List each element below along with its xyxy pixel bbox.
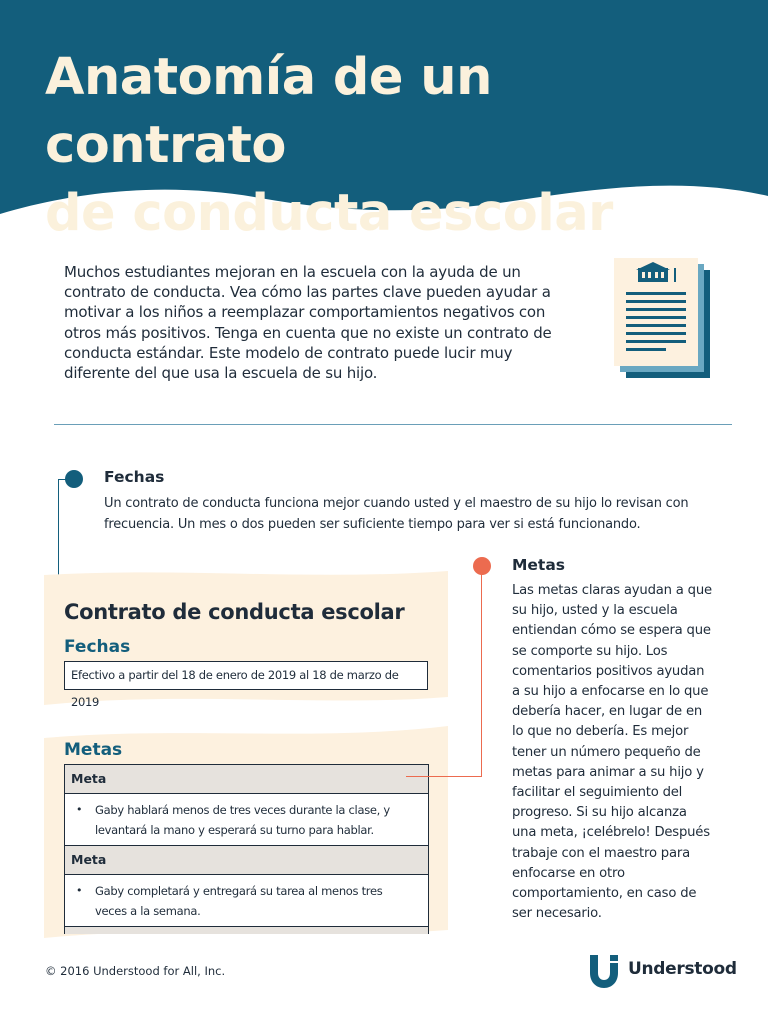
goal-row: [65, 875, 428, 927]
contract-date-box: Efectivo a partir del 18 de enero de 2019 al 18 de marzo de 2019: [64, 661, 428, 690]
metas-callout-text: Las metas claras ayudan a que su hijo, usted y la escuela entiendan cómo se espera que se comporte su hijo. Los comentarios positivos ayudan a su hijo a enfocarse en lo que debería hacer, en lugar de en lo que no debería. Es mejor tener un número pequeño de metas para animar a su hijo y facilitar el seguimiento del progreso. Si su hijo alcanza una meta, ¡celébrelo! Después trabaje con el maestro para enfocarse en otro comportamiento, en caso de ser necesario.: [512, 583, 712, 922]
contract-metas-label: Metas: [64, 740, 123, 760]
fechas-callout-text: Un contrato de conducta funciona mejor cuando usted y el maestro de su hijo lo revisan con frecuencia. Un mes o dos pueden ser suficiente tiempo para ver si está funcionando.: [104, 496, 689, 532]
goal-text: Gaby hablará menos de tres veces durante la clase, y levantará la mano y esperará su turno para hablar.: [95, 803, 390, 837]
fechas-callout-heading: Fechas: [104, 468, 165, 486]
metas-marker-dot: [473, 557, 491, 575]
goal-header: Meta: [65, 765, 428, 794]
section-divider: [54, 424, 732, 425]
page-title: Anatomía de un contrato de conducta escolar: [45, 48, 613, 243]
metas-connector-line: [481, 566, 482, 776]
goal-row: [65, 794, 428, 846]
metas-connector-horizontal: [406, 776, 482, 777]
footer-copyright: © 2016 Understood for All, Inc.: [45, 964, 226, 978]
intro-paragraph: Muchos estudiantes mejoran en la escuela con la ayuda de un contrato de conducta. Vea cómo las partes clave pueden ayudar a motivar a los niños a reemplazar comportamientos negativos con otros más positivos. Tenga en cuenta que no existe un contrato de conducta estándar. Este modelo de contrato puede lucir muy diferente del que usa la escuela de su hijo.: [64, 263, 552, 383]
goal-header-partial: [65, 927, 428, 934]
fechas-marker-dot: [65, 470, 83, 488]
goal-header: Meta: [65, 846, 428, 875]
goal-text: Gaby completará y entregará su tarea al menos tres veces a la semana.: [95, 884, 383, 918]
understood-logo-icon: [586, 953, 622, 989]
understood-logo-text: Understood: [628, 959, 737, 979]
bullet-marker: •: [76, 803, 83, 816]
contract-title: Contrato de conducta escolar: [64, 600, 405, 624]
goals-table: [64, 764, 429, 934]
metas-callout-heading: Metas: [512, 556, 566, 574]
bullet-marker: •: [76, 884, 83, 897]
contract-fechas-label: Fechas: [64, 637, 131, 657]
school-document-icon: [612, 256, 716, 384]
